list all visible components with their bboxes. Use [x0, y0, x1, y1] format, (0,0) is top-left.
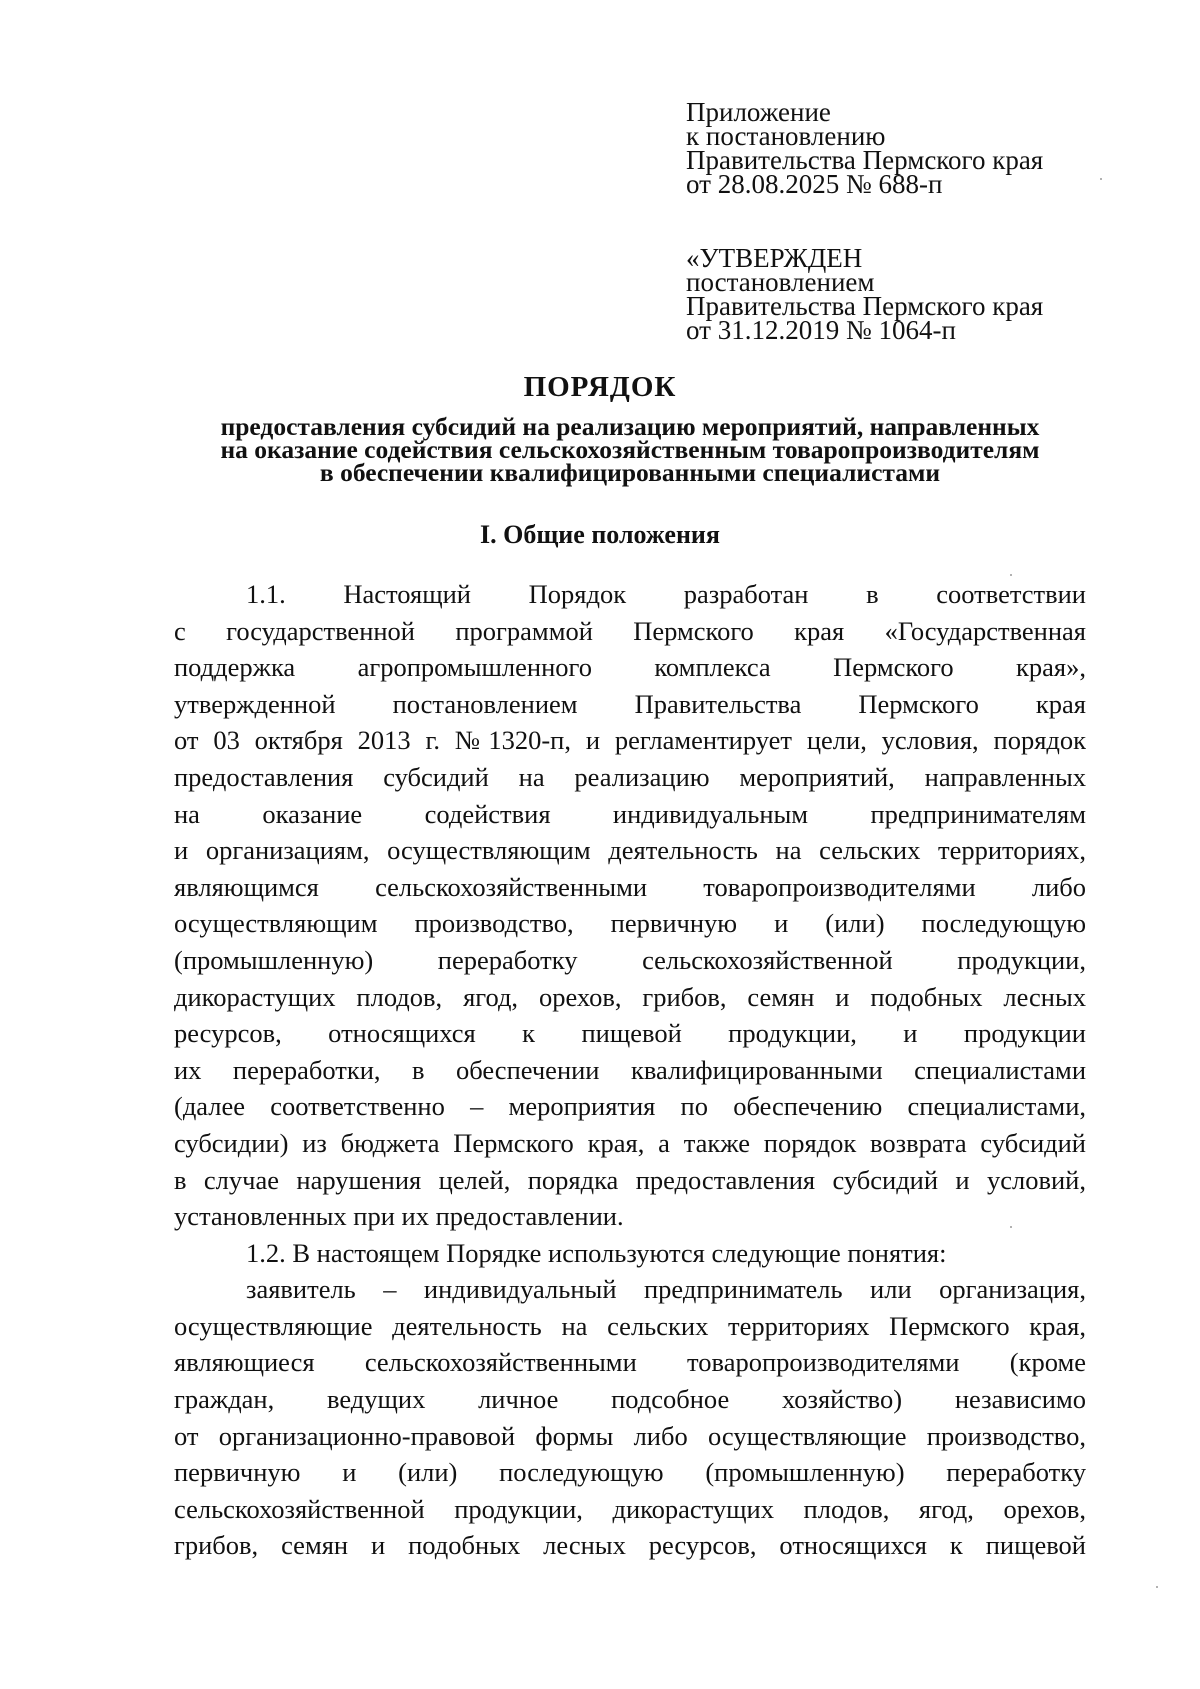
paragraph-line: осуществляющие деятельность на сельских территориях Пермского края,	[174, 1310, 1086, 1341]
document-title: ПОРЯДОК	[523, 371, 677, 403]
paragraph-line: в случае нарушения целей, порядка предоставления субсидий и условий,	[174, 1164, 1086, 1195]
paragraph-line: от организационно-правовой формы либо осуществляющие производство,	[174, 1420, 1086, 1451]
paragraph-line: предоставления субсидий на реализацию мероприятий, направленных	[174, 761, 1086, 792]
subtitle-line: в обеспечении квалифицированными специалистами	[319, 458, 941, 487]
subtitle-line: предоставления субсидий на реализацию мероприятий, направленных	[220, 412, 1040, 441]
appendix-line: Правительства Пермского края	[686, 145, 1044, 175]
scan-speck	[1156, 1586, 1158, 1588]
paragraph-line: (далее соответственно – мероприятия по обеспечению специалистами,	[174, 1091, 1086, 1122]
paragraph-line: 1.2. В настоящем Порядке используются следующие понятия:	[246, 1237, 947, 1268]
paragraph-line: с государственной программой Пермского края «Государственная	[174, 615, 1086, 646]
approved-line: постановлением	[686, 267, 875, 297]
subtitle-line: на оказание содействия сельскохозяйственным товаропроизводителям	[220, 435, 1040, 464]
paragraph-line: поддержка агропромышленного комплекса Пермского края»,	[174, 652, 1086, 683]
body-text	[174, 576, 1086, 1564]
approved-block	[686, 243, 1106, 345]
paragraph-line: грибов, семян и подобных лесных ресурсов, относящихся к пищевой	[174, 1530, 1086, 1561]
paragraph-line: первичную и (или) последующую (промышленную) переработку	[174, 1457, 1086, 1488]
paragraph-line: (промышленную) переработку сельскохозяйственной продукции,	[174, 944, 1086, 975]
approved-line: от 31.12.2019 № 1064-п	[686, 315, 956, 345]
approved-line: Правительства Пермского края	[686, 291, 1044, 321]
appendix-line: к постановлению	[686, 121, 886, 151]
paragraph-line: 1.1. Настоящий Порядок разработан в соответствии	[246, 579, 1086, 609]
paragraph-line: субсидии) из бюджета Пермского края, а также порядок возврата субсидий	[174, 1127, 1086, 1158]
paragraph-line: граждан, ведущих личное подсобное хозяйство) независимо	[174, 1384, 1086, 1415]
document-subtitle	[160, 412, 1100, 487]
section-heading: I. Общие положения	[480, 520, 720, 549]
appendix-line: от 28.08.2025 № 688-п	[686, 169, 943, 199]
approved-line: «УТВЕРЖДЕН	[686, 243, 863, 273]
paragraph-line: дикорастущих плодов, ягод, орехов, грибов, семян и подобных лесных	[174, 981, 1086, 1012]
scan-speck	[1100, 178, 1102, 180]
paragraph-line: заявитель – индивидуальный предприниматель или организация,	[246, 1274, 1086, 1305]
paragraph-line: установленных при их предоставлении.	[174, 1201, 624, 1232]
appendix-line: Приложение	[686, 97, 831, 127]
paragraph-line: их переработки, в обеспечении квалифицированными специалистами	[174, 1054, 1086, 1085]
paragraph-line: являющимся сельскохозяйственными товаропроизводителями либо	[174, 871, 1086, 902]
paragraph-line: и организациям, осуществляющим деятельность на сельских территориях,	[174, 835, 1086, 866]
paragraph-line: сельскохозяйственной продукции, дикорастущих плодов, ягод, орехов,	[174, 1493, 1086, 1524]
paragraph-line: от 03 октября 2013 г. №1320-п, и регламентирует цели, условия, порядок	[174, 725, 1086, 756]
paragraph-line: осуществляющим производство, первичную и (или) последующую	[174, 908, 1086, 939]
scan-speck	[1010, 574, 1012, 576]
paragraph-line: утвержденной постановлением Правительства Пермского края	[174, 688, 1086, 719]
scan-speck	[1010, 1226, 1012, 1228]
paragraph-line: являющиеся сельскохозяйственными товаропроизводителями (кроме	[174, 1347, 1086, 1378]
appendix-block	[686, 97, 1106, 199]
paragraph-line: на оказание содействия индивидуальным предпринимателям	[174, 798, 1086, 829]
paragraph-line: ресурсов, относящихся к пищевой продукции, и продукции	[174, 1018, 1086, 1049]
